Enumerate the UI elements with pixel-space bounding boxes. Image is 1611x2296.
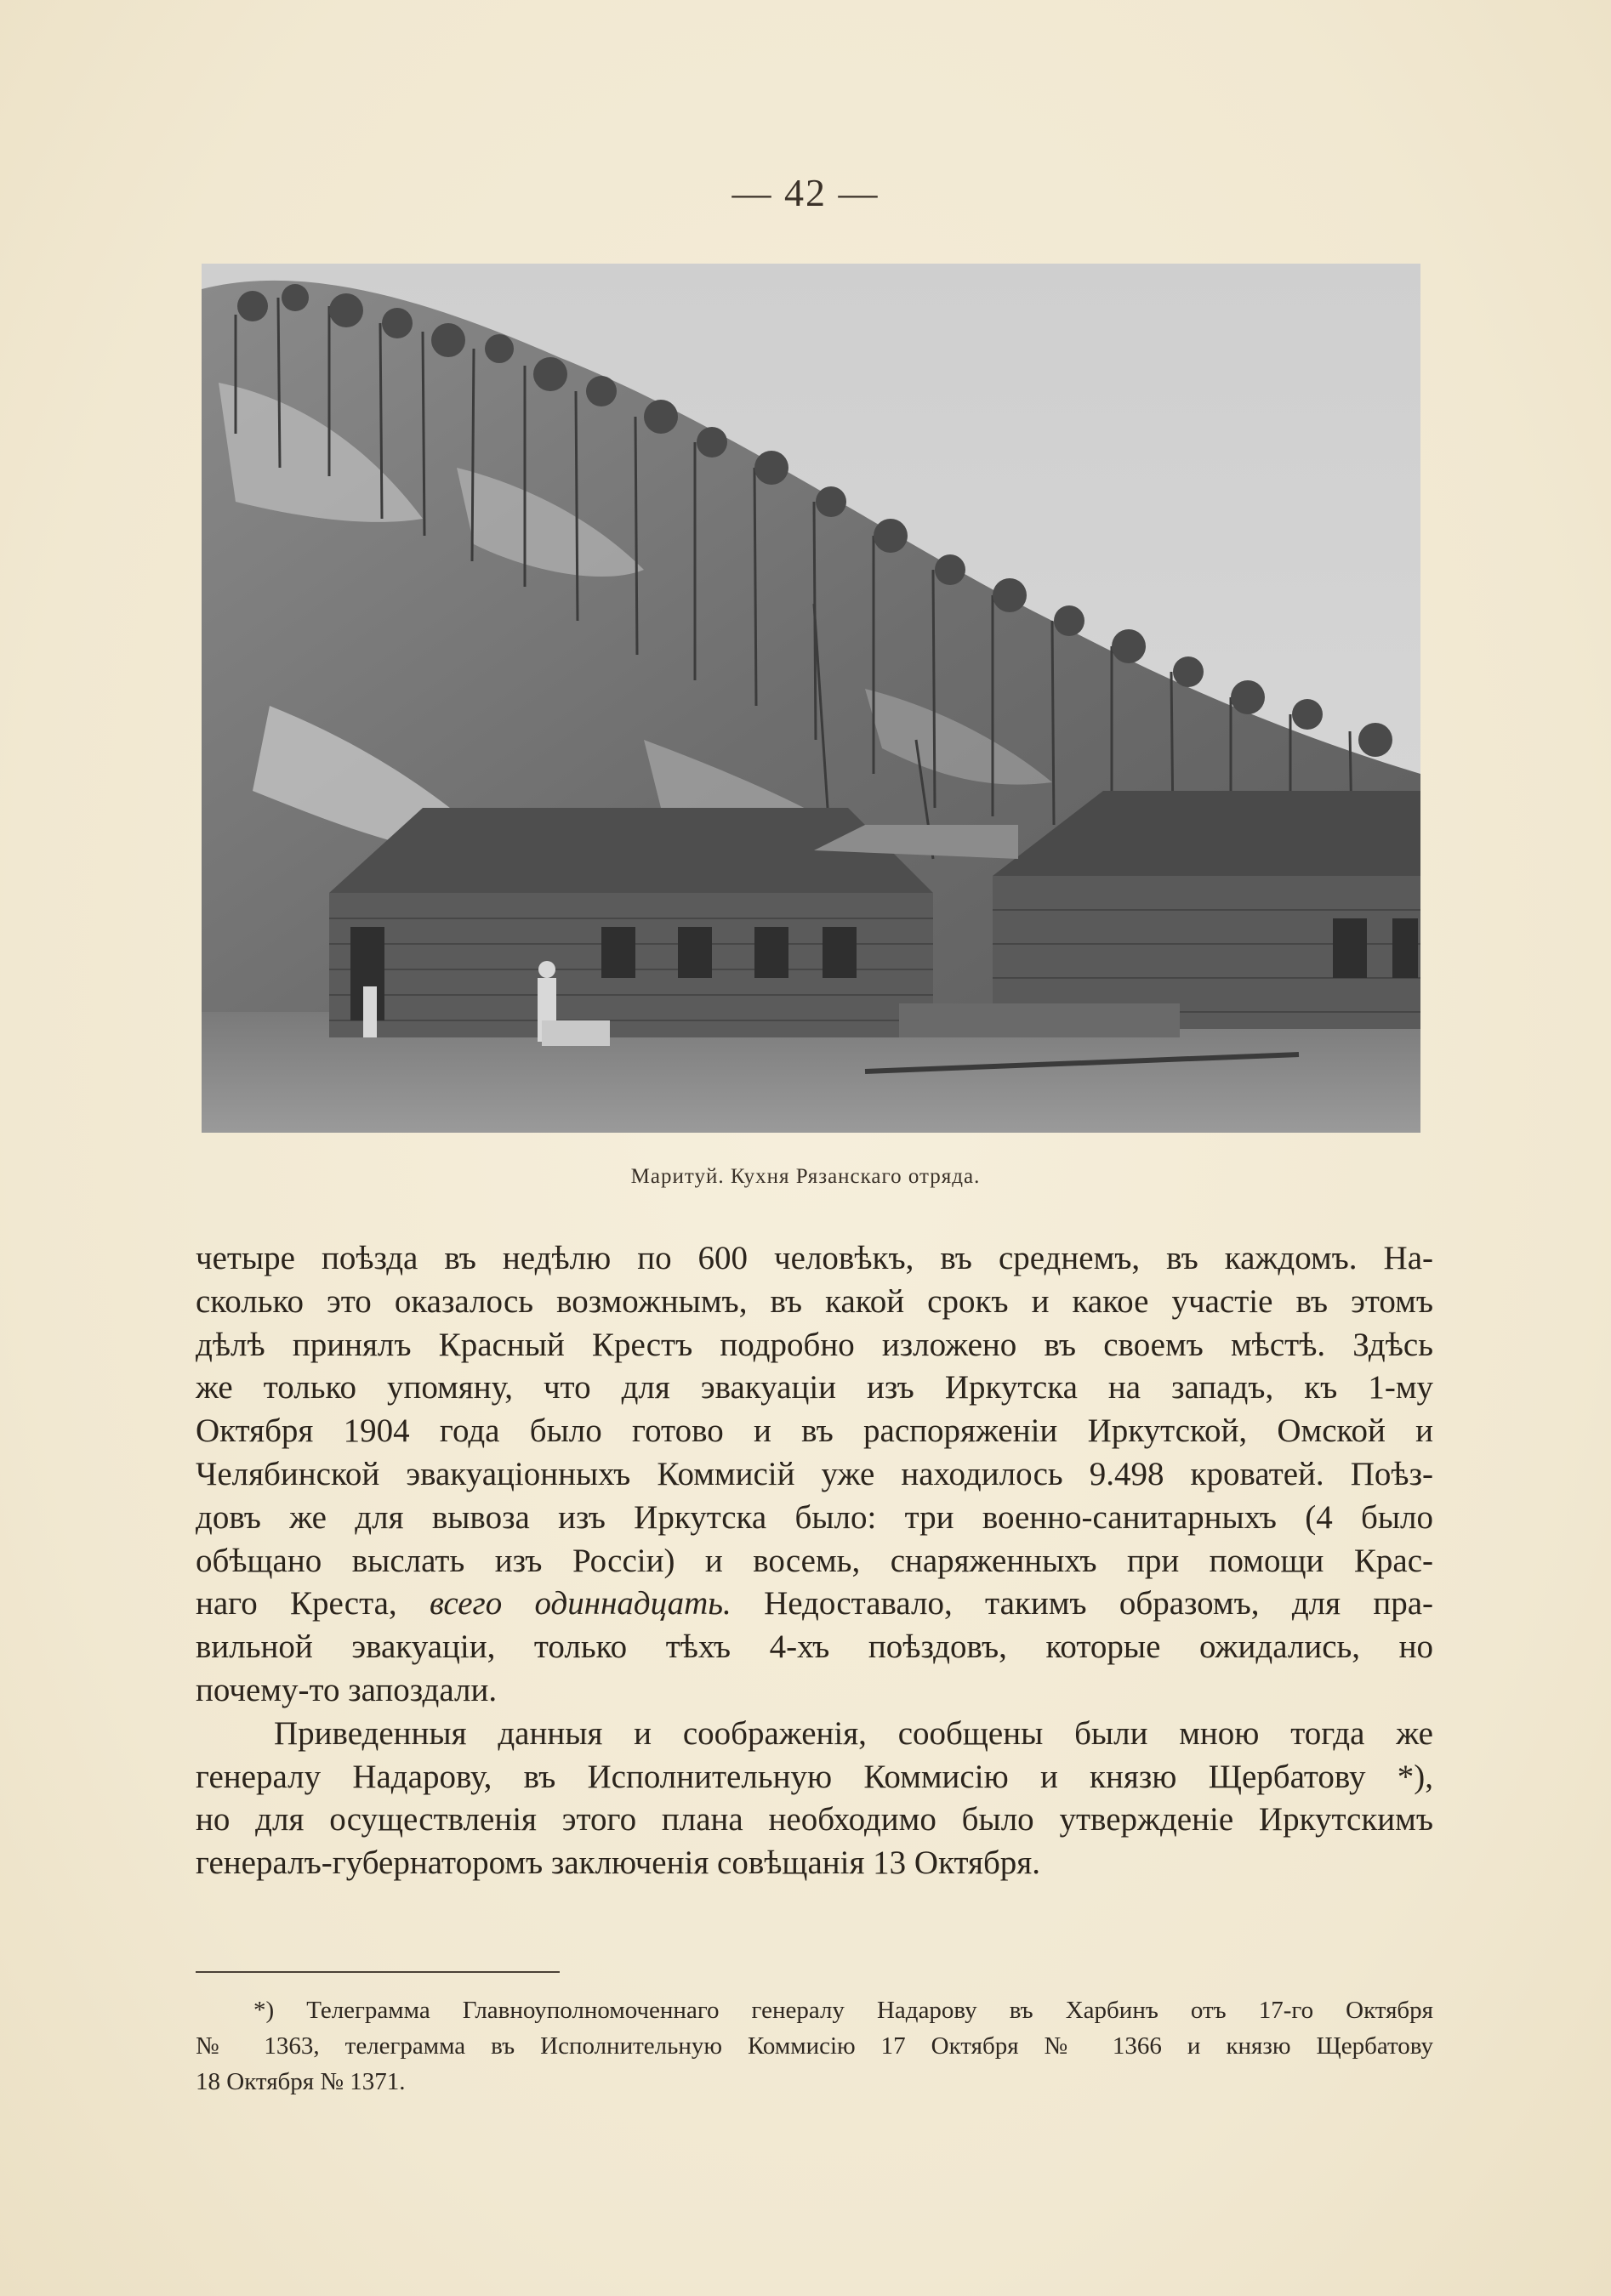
text-line: Приведенныя данныя и соображенія, сообщены были мною тогда же <box>274 1714 1433 1752</box>
footnote <box>196 1992 1433 2100</box>
photo-illustration <box>202 264 1420 1133</box>
text-line: но для осуществленія этого плана необходимо было утвержденіе Иркутскимъ <box>196 1801 1433 1839</box>
page-number: — 42 — <box>731 171 880 214</box>
text-line: Октября 1904 года было готово и въ распоряженіи Иркутской, Омской и <box>196 1412 1433 1450</box>
text-fragment: наго Креста, <box>196 1585 397 1623</box>
text-line: почему-то запоздали. <box>196 1671 498 1708</box>
text-line: сколько это оказалось возможнымъ, въ какой срокъ и какое участіе въ этомъ <box>196 1282 1433 1320</box>
text-line: Челябинской эвакуаціонныхъ Коммисій уже находилось 9.498 кроватей. Поѣз- <box>196 1455 1433 1492</box>
text-line: вильной эвакуаціи, только тѣхъ 4-хъ поѣздовъ, которые ожидались, но <box>196 1628 1433 1666</box>
text-line: обѣщано выслать изъ Россіи) и восемь, снаряженныхъ при помощи Крас- <box>196 1542 1433 1579</box>
text-line: четыре поѣзда въ недѣлю по 600 человѣкъ, въ среднемъ, въ каждомъ. На- <box>196 1240 1433 1276</box>
footnote-line: 18 Октября № 1371. <box>196 2068 406 2095</box>
footnote-line: № 1363, телеграмма въ Исполнительную Коммисію 17 Октября № 1366 и князю Щербатову <box>196 2032 1433 2060</box>
body-text <box>196 1237 1433 1885</box>
text-line: дѣлѣ принялъ Красный Крестъ подробно изложено въ своемъ мѣстѣ. Здѣсь <box>196 1326 1433 1363</box>
footnote-divider <box>196 1971 560 1973</box>
footnote-line: *) Телеграмма Главноуполномоченнаго генералу Надарову въ Харбинъ отъ 17-го Октября <box>253 1997 1433 2024</box>
text-line: генералъ-губернаторомъ заключенія совѣщанія 13 Октября. <box>196 1844 1040 1882</box>
photograph-kitchen-building <box>202 264 1420 1133</box>
photo-caption: Маритуй. Кухня Рязанскаго отряда. <box>630 1165 981 1188</box>
emphasized-phrase: всего одиннадцать. <box>429 1585 731 1623</box>
text-fragment: Недоставало, такимъ образомъ, для пра- <box>764 1585 1434 1623</box>
text-line: довъ же для вывоза изъ Иркутска было: три военно-санитарныхъ (4 было <box>196 1498 1433 1536</box>
text-line: же только упомяну, что для эвакуаціи изъ Иркутска на западъ, къ 1-му <box>196 1369 1433 1407</box>
text-line-with-emphasis <box>196 1583 1433 1626</box>
text-line: генералу Надарову, въ Исполнительную Коммисію и князю Щербатову *), <box>196 1758 1433 1795</box>
